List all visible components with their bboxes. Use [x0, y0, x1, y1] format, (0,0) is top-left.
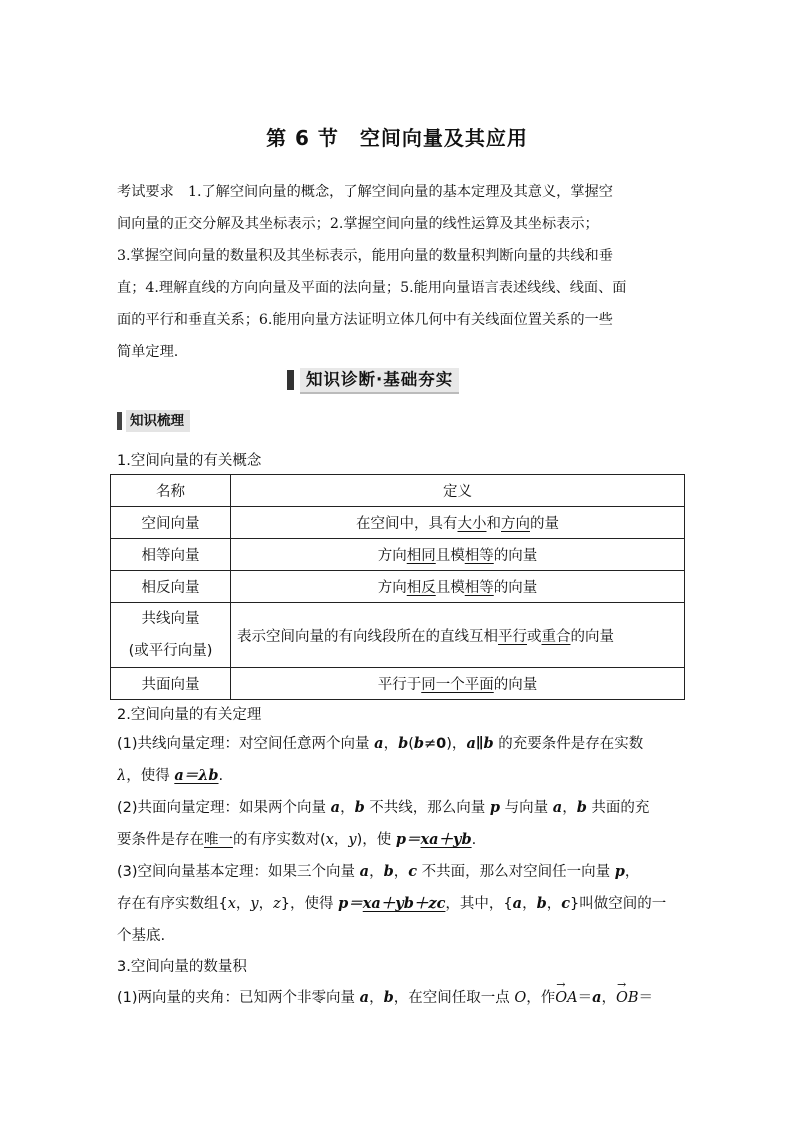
table-cell-definition: 在空间中，具有大小和方向的量 — [231, 507, 685, 539]
requirement-line: 3.掌握空间向量的数量积及其坐标表示，能用向量的数量积判断向量的共线和垂 — [117, 248, 613, 264]
table-cell-definition: 表示空间向量的有向线段所在的直线互相平行或重合的向量 — [231, 603, 685, 668]
table-cell-name: 相等向量 — [111, 539, 231, 571]
page-title: 第 6 节 空间向量及其应用 — [266, 126, 528, 150]
coplanar-theorem: (2)共面向量定理：如果两个向量 a，b 不共线，那么向量 p 与向量 a，b 共面的充 要条件是存在唯一的有序实数对(x，y)，使 p＝xa＋yb. — [117, 799, 650, 848]
vector-oa: → OA — [555, 982, 577, 1014]
subhead-bar — [117, 412, 122, 430]
table-cell-name: 共面向量 — [111, 668, 231, 700]
table-row — [111, 571, 685, 603]
requirement-line: 简单定理. — [117, 344, 179, 360]
angle-definition: (1)两向量的夹角：已知两个非零向量 a，b，在空间任取一点 O，作→ OA＝a，→ OB＝ — [117, 982, 679, 1014]
exam-requirements — [117, 176, 679, 368]
section3-heading: 3.空间向量的数量积 — [117, 959, 247, 975]
vector-ob: → OB — [616, 982, 639, 1014]
requirement-line: 考试要求 1.了解空间向量的概念，了解空间向量的基本定理及其意义，掌握空 — [117, 184, 613, 200]
table-row — [111, 668, 685, 700]
table-header-row — [111, 475, 685, 507]
banner-bar — [287, 370, 294, 390]
table-cell-name: 共线向量 (或平行向量) — [111, 603, 231, 668]
table-header: 名称 — [111, 475, 231, 507]
table-header: 定义 — [231, 475, 685, 507]
section2-heading: 2.空间向量的有关定理 — [117, 707, 262, 723]
table-cell-definition: 方向相同且模相等的向量 — [231, 539, 685, 571]
table-cell-definition: 方向相反且模相等的向量 — [231, 571, 685, 603]
collinear-theorem: (1)共线向量定理：对空间任意两个向量 a，b(b≠0)，a∥b 的充要条件是存在实数 λ，使得 a＝λb. — [117, 735, 644, 784]
banner-title: 知识诊断·基础夯实 — [300, 368, 459, 394]
table-row — [111, 539, 685, 571]
table-row — [111, 507, 685, 539]
table-cell-name: 空间向量 — [111, 507, 231, 539]
basis-theorem: (3)空间向量基本定理：如果三个向量 a，b，c 不共面，那么对空间任一向量 p， 存在有序实数组{x，y，z}，使得 p＝xa＋yb＋zc，其中，{a，b，c}叫做空间的一 个基底. — [117, 863, 667, 944]
section-banner — [287, 368, 505, 392]
table-row — [111, 603, 685, 668]
concepts-table — [110, 474, 685, 700]
requirement-line: 间向量的正交分解及其坐标表示；2.掌握空间向量的线性运算及其坐标表示； — [117, 216, 599, 232]
requirement-line: 直；4.理解直线的方向向量及平面的法向量；5.能用向量语言表述线线、线面、面 — [117, 280, 627, 296]
section1-heading: 1.空间向量的有关概念 — [117, 453, 262, 469]
table-cell-definition: 平行于同一个平面的向量 — [231, 668, 685, 700]
requirement-line: 面的平行和垂直关系；6.能用向量方法证明立体几何中有关线面位置关系的一些 — [117, 312, 613, 328]
subhead-title: 知识梳理 — [126, 410, 190, 432]
table-cell-name: 相反向量 — [111, 571, 231, 603]
